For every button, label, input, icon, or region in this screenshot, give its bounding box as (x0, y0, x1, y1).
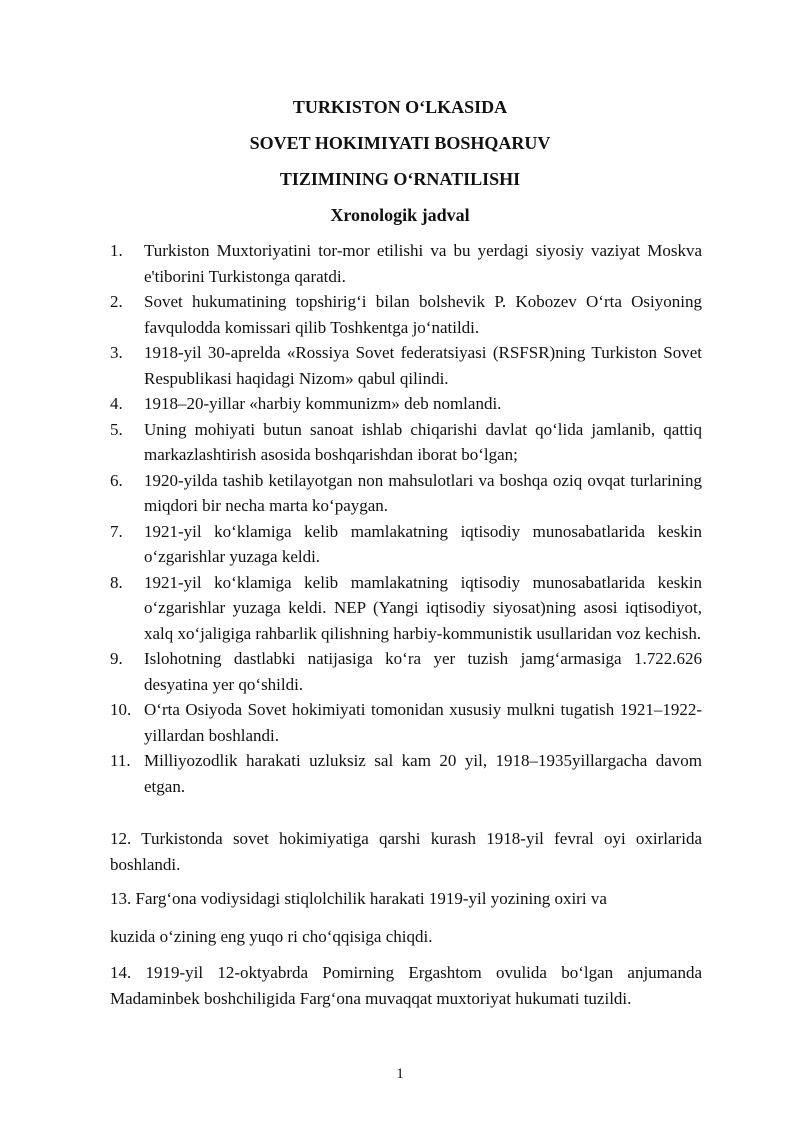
list-item (110, 340, 702, 391)
item-number: 1. (110, 241, 123, 260)
paragraph-14: 14. 1919-yil 12-oktyabrda Pomirning Ergashtom ovulida bo‘lgan anjumanda Madaminbek boshchiligida Farg‘ona muvaqqat muxtoriyat hukumati tuzildi. (110, 963, 702, 1008)
item-text: 1918–20-yillar «harbiy kommunizm» deb nomlandi. (144, 394, 502, 413)
paragraph-13-line-1: 13. Farg‘ona vodiysidagi stiqlolchilik harakati 1919-yil yozining oxiri va (110, 889, 607, 908)
item-number: 11. (110, 751, 131, 770)
item-number: 2. (110, 292, 123, 311)
list-item (110, 289, 702, 340)
item-text: Milliyozodlik harakati uzluksiz sal kam 20 yil, 1918–1935yillargacha davom etgan. (144, 751, 702, 796)
list-item (110, 468, 702, 519)
item-number: 3. (110, 343, 123, 362)
paragraph-13-line-2: kuzida o‘zining eng yuqo ri cho‘qqisiga chiqdi. (110, 927, 433, 946)
page-number: 1 (396, 1066, 404, 1082)
title-line-3: TIZIMINING O‘RNATILISHI (279, 169, 521, 189)
item-text: 1918-yil 30-aprelda «Rossiya Sovet federatsiyasi (RSFSR)ning Turkiston Sovet Respublikasi haqidagi Nizom» qabul qilindi. (144, 343, 702, 388)
item-number: 5. (110, 419, 123, 439)
item-text: Sovet hukumatining topshirig‘i bilan bolshevik P. Kobozev O‘rta Osiyoning favqulodda komissari qilib Toshkentga jo‘natildi. (144, 292, 702, 337)
title-line-2: SOVET HOKIMIYATI BOSHQARUV (249, 133, 551, 153)
list-item (110, 391, 702, 417)
item-number: 6. (110, 470, 123, 490)
item-number: 8. (110, 572, 123, 592)
item-text: 1921-yil ko‘klamiga kelib mamlakatning iqtisodiy munosabatlarida keskin o‘zgarishlar yuzaga keldi. NEP (Yangi iqtisodiy siyosat)ning asosi iqtisodiyot, xalq xo‘jaligiga rahbarlik qilishning harbiy-kommunistik usullaridan voz kechish. (144, 572, 702, 643)
list-item (110, 646, 702, 697)
list-item (110, 417, 702, 468)
list-item (110, 238, 702, 289)
item-text: Islohotning dastlabki natijasiga ko‘ra yer tuzish jamg‘armasiga 1.722.626 desyatina yer qo‘shildi. (144, 649, 702, 694)
title-line-1: TURKISTON O‘LKASIDA (292, 97, 508, 117)
item-text: 1921-yil ko‘klamiga kelib mamlakatning iqtisodiy munosabatlarida keskin o‘zgarishlar yuzaga keldi. (144, 521, 702, 566)
item-number: 10. (110, 700, 132, 719)
item-number: 9. (110, 649, 123, 668)
list-item (110, 570, 702, 647)
paragraph-12: 12. Turkistonda sovet hokimiyatiga qarshi kurash 1918-yil fevral oyi oxirlarida boshlandi. (110, 829, 702, 874)
chronology-list (110, 238, 702, 799)
item-number: 4. (110, 394, 123, 413)
item-text: Uning mohiyati butun sanoat ishlab chiqarishi davlat qo‘lida jamlanib, qattiq markazlashtirish asosida boshqarishdan iborat bo‘lgan; (144, 419, 702, 464)
item-text: Turkiston Muxtoriyatini tor-mor etilishi va bu yerdagi siyosiy vaziyat Moskva e'tiborini Turkistonga qaratdi. (144, 241, 702, 286)
list-item (110, 519, 702, 570)
list-item (110, 697, 702, 748)
list-item (110, 748, 702, 799)
item-number: 7. (110, 521, 123, 541)
item-text: 1920-yilda tashib ketilayotgan non mahsulotlari va boshqa oziq ovqat turlarining miqdori bir necha marta ko‘paygan. (144, 470, 702, 515)
item-text: O‘rta Osiyoda Sovet hokimiyati tomonidan xususiy mulkni tugatish 1921–1922-yillardan boshlandi. (144, 700, 702, 745)
subtitle: Xronologik jadval (330, 205, 470, 225)
